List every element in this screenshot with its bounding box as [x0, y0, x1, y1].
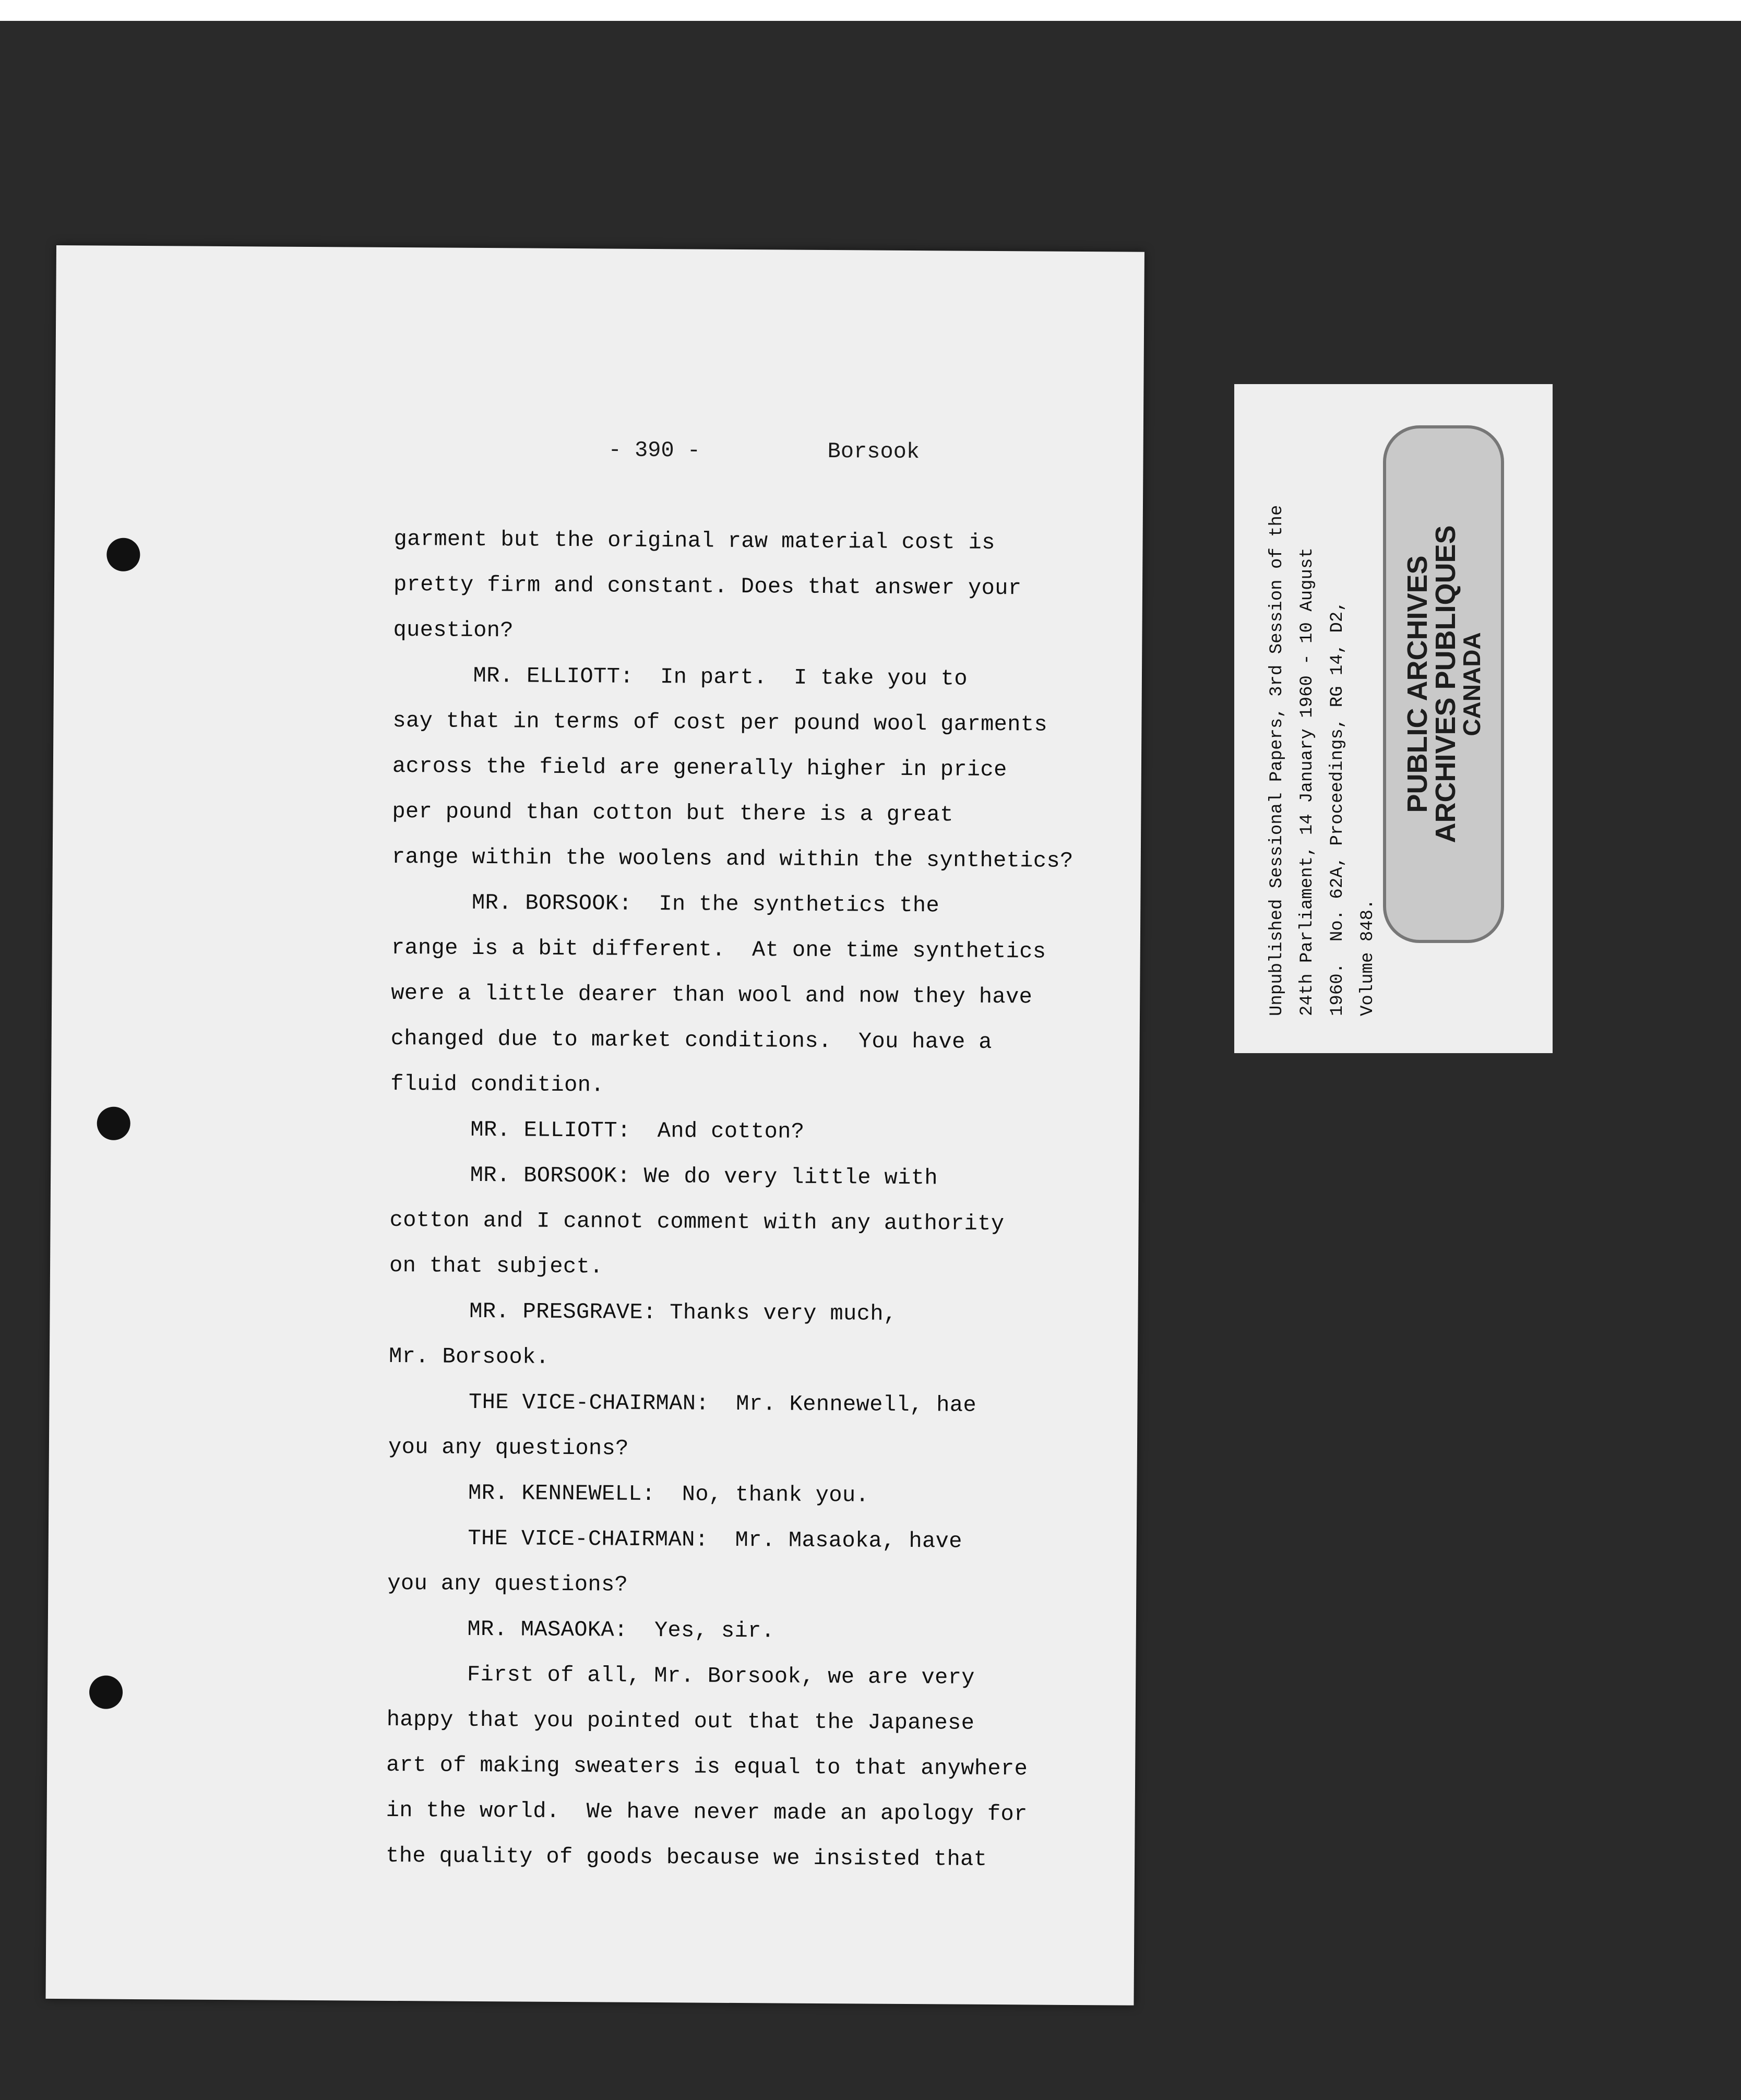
text-line: fluid condition. — [390, 1071, 605, 1098]
text-line: MR. MASAOKA: Yes, sir. — [387, 1616, 775, 1644]
text-line: pretty firm and constant. Does that answer your — [393, 571, 1022, 601]
text-line: changed due to market conditions. You have a — [390, 1025, 993, 1055]
text-line: Mr. Borsook. — [388, 1343, 550, 1370]
stamp-line-public-archives: PUBLIC ARCHIVES — [1402, 555, 1433, 813]
text-line: art of making sweaters is equal to that anywhere — [386, 1752, 1028, 1782]
text-line: you any questions? — [387, 1570, 628, 1597]
text-line: MR. BORSOOK: In the synthetics the — [391, 889, 940, 918]
citation-line: 1960. No. 62A, Proceedings, RG 14, D2, — [1328, 601, 1348, 1016]
archive-label — [1234, 384, 1553, 1053]
stamp-line-canada: CANADA — [1458, 632, 1485, 736]
text-line: per pound than cotton but there is a great — [392, 798, 953, 828]
text-line: happy that you pointed out that the Japanese — [386, 1707, 975, 1736]
citation-line: Unpublished Sessional Papers, 3rd Session of the — [1267, 505, 1287, 1016]
page-number: - 390 - — [608, 437, 701, 463]
text-line: were a little dearer than wool and now they have — [391, 980, 1033, 1010]
stamp-line-archives-publiques: ARCHIVES PUBLIQUES — [1430, 525, 1461, 843]
citation-line: Volume 848. — [1358, 899, 1378, 1016]
punch-hole — [89, 1675, 123, 1709]
text-line: THE VICE-CHAIRMAN: Mr. Masaoka, have — [387, 1525, 962, 1554]
text-line: cotton and I cannot comment with any authority — [389, 1207, 1005, 1237]
text-line: you any questions? — [388, 1434, 629, 1461]
text-line: MR. BORSOOK: We do very little with — [389, 1162, 938, 1191]
text-line: in the world. We have never made an apology for — [386, 1797, 1028, 1827]
text-line: MR. KENNEWELL: No, thank you. — [388, 1479, 869, 1508]
text-line: First of all, Mr. Borsook, we are very — [387, 1661, 975, 1690]
archive-label-rotated — [1253, 405, 1534, 1032]
text-line: range is a bit different. At one time synthetics — [391, 935, 1046, 964]
text-line: question? — [393, 617, 514, 643]
text-line: MR. ELLIOTT: In part. I take you to — [392, 662, 968, 691]
text-line: the quality of goods because we insisted that — [386, 1843, 987, 1872]
document-page — [45, 245, 1144, 2006]
archive-citation — [1262, 400, 1383, 1016]
citation-line: 24th Parliament, 14 January 1960 - 10 August — [1297, 547, 1317, 1016]
archives-stamp — [1383, 425, 1504, 943]
text-line: MR. ELLIOTT: And cotton? — [390, 1116, 805, 1144]
text-line: THE VICE-CHAIRMAN: Mr. Kennewell, hae — [388, 1389, 977, 1418]
speaker-header: Borsook — [827, 439, 920, 465]
text-line: on that subject. — [389, 1252, 603, 1280]
text-line: range within the woolens and within the synthetics? — [391, 844, 1074, 874]
text-line: say that in terms of cost per pound wool garments — [392, 708, 1048, 737]
text-line: garment but the original raw material cost is — [393, 526, 995, 555]
text-line: across the field are generally higher in price — [392, 753, 1007, 783]
text-line: MR. PRESGRAVE: Thanks very much, — [389, 1298, 897, 1327]
punch-hole — [106, 538, 140, 571]
punch-hole — [97, 1107, 130, 1140]
page-header — [608, 437, 920, 464]
